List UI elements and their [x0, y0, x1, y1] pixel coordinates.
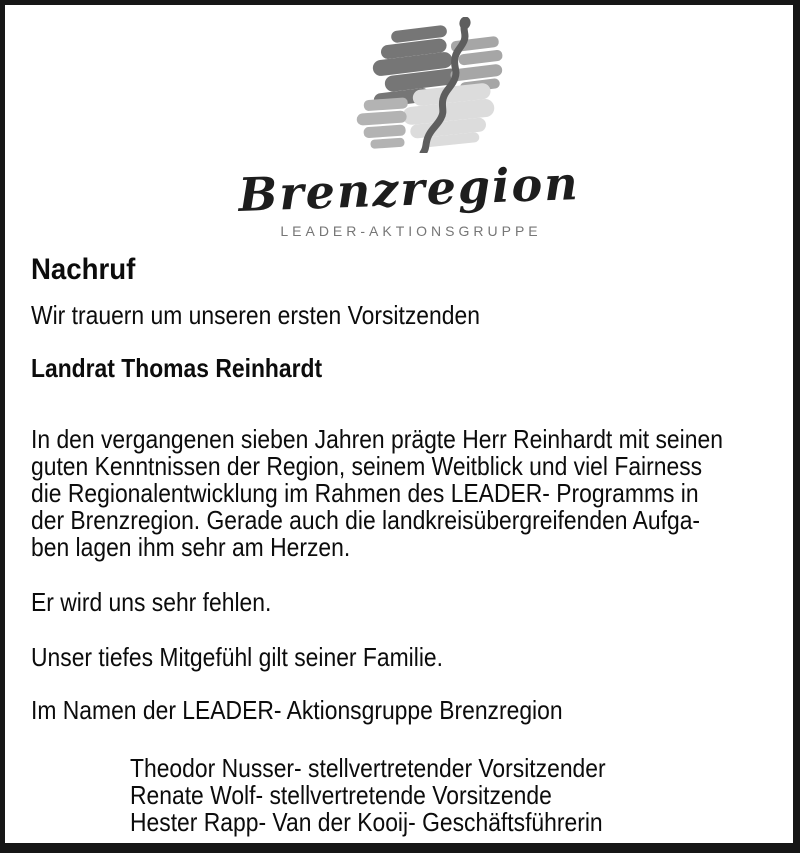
- obituary-body: [5, 240, 793, 836]
- tribute-line: In den vergangenen sieben Jahren prägte Herr Reinhardt mit seinen: [31, 424, 723, 454]
- mourning-intro-line: Wir trauern um unseren ersten Vorsitzenden: [31, 300, 480, 330]
- signatory-line: Theodor Nusser- stellvertretender Vorsitzender: [130, 753, 606, 783]
- brush-strokes-branch-icon: [353, 17, 513, 153]
- signatory-line: Renate Wolf- stellvertretende Vorsitzende: [130, 780, 552, 810]
- condolence-line: Unser tiefes Mitgefühl gilt seiner Familie.: [31, 642, 444, 672]
- deceased-name: Landrat Thomas Reinhardt: [31, 353, 323, 383]
- tribute-paragraph: [31, 426, 763, 561]
- tribute-line: der Brenzregion. Gerade auch die landkreisübergreifenden Aufga-: [31, 505, 701, 535]
- tribute-line: guten Kenntnissen der Region, seinem Weitblick und viel Fairness: [31, 451, 703, 481]
- tribute-line: ben lagen ihm sehr am Herzen.: [31, 532, 351, 562]
- on-behalf-line: Im Namen der LEADER- Aktionsgruppe Brenzregion: [31, 695, 563, 725]
- logo-subtitle: LEADER-AKTIONSGRUPPE: [280, 223, 542, 239]
- mid-light-brush-strokes: [355, 97, 410, 150]
- tribute-line: die Regionalentwicklung im Rahmen des LEADER- Programms in: [31, 478, 699, 508]
- signatory-line: Hester Rapp- Van der Kooij- Geschäftsführerin: [130, 807, 603, 837]
- brand-wordmark: Brenzregion: [237, 156, 581, 222]
- obituary-heading: Nachruf: [31, 253, 136, 286]
- signatories-list: [31, 755, 763, 836]
- brenzregion-logo: [5, 5, 793, 240]
- farewell-line: Er wird uns sehr fehlen.: [31, 587, 272, 617]
